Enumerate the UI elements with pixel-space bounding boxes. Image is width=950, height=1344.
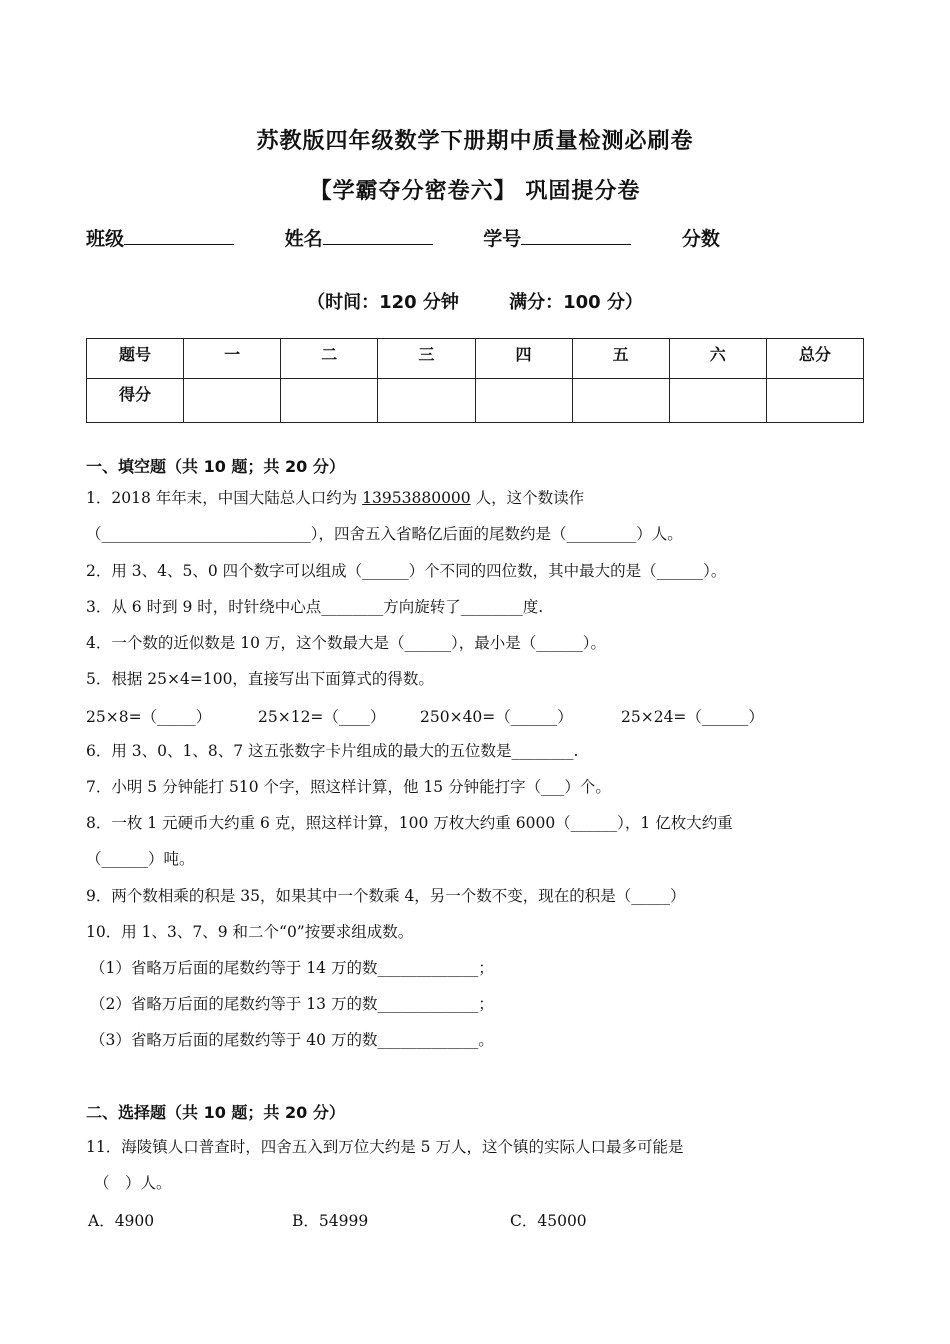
- question-5: 5．根据 25×4=100，直接写出下面算式的得数。: [86, 670, 434, 688]
- section2-heading: 二、选择题（共 10 题；共 20 分）: [86, 1103, 345, 1122]
- question-1-line2: （___________________________），四舍五入省略亿后面的尾数约是（_________）人。: [86, 525, 683, 543]
- score-cell[interactable]: [184, 379, 281, 423]
- question-4: 4．一个数的近似数是 10 万，这个数最大是（______），最小是（______）。: [86, 634, 606, 652]
- score-label: 分数: [681, 228, 720, 250]
- score-header-cell: 三: [378, 339, 475, 379]
- question-10-part1: （1）省略万后面的尾数约等于 14 万的数_____________；: [90, 959, 494, 977]
- exam-subtitle: 【学霸夺分密卷六】 巩固提分卷: [309, 179, 641, 204]
- class-blank[interactable]: [124, 224, 234, 245]
- name-blank[interactable]: [323, 224, 433, 245]
- class-label: 班级: [86, 228, 125, 250]
- time-info: （时间：120 分钟 满分：100 分）: [307, 292, 643, 313]
- question-10-part2: （2）省略万后面的尾数约等于 13 万的数_____________；: [90, 995, 494, 1013]
- student-id-blank[interactable]: [521, 224, 631, 245]
- score-cell[interactable]: [281, 379, 378, 423]
- score-table-header-row: [87, 339, 864, 379]
- score-cell[interactable]: [669, 379, 766, 423]
- student-info-row: [86, 224, 720, 251]
- question-10-part3: （3）省略万后面的尾数约等于 40 万的数_____________。: [90, 1031, 494, 1049]
- q5-item-1: 25×8=（_____）: [86, 708, 212, 726]
- q1-prefix: 1．2018 年年末，中国大陆总人口约为: [86, 489, 363, 507]
- score-header-cell: 一: [184, 339, 281, 379]
- q5-item-4: 25×24=（______）: [621, 708, 764, 726]
- score-cell[interactable]: [766, 379, 863, 423]
- score-header-cell: 二: [281, 339, 378, 379]
- score-header-cell: 四: [475, 339, 572, 379]
- question-10: 10．用 1、3、7、9 和二个“0”按要求组成数。: [86, 923, 414, 941]
- question-7: 7．小明 5 分钟能打 510 个字，照这样计算，他 15 分钟能打字（___）个。: [86, 778, 611, 796]
- question-6: 6．用 3、0、1、8、7 这五张数字卡片组成的最大的五位数是________.: [86, 742, 579, 760]
- score-header-cell: 题号: [87, 339, 184, 379]
- q5-item-3: 250×40=（______）: [420, 708, 573, 726]
- student-id-label: 学号: [483, 228, 522, 250]
- question-2: 2．用 3、4、5、0 四个数字可以组成（______）个不同的四位数，其中最大的是（______）。: [86, 562, 727, 580]
- name-label: 姓名: [284, 228, 323, 250]
- score-cell[interactable]: [475, 379, 572, 423]
- score-table-score-row: [87, 379, 864, 423]
- score-row-label: 得分: [87, 379, 184, 423]
- score-table: [86, 338, 864, 423]
- score-cell[interactable]: [572, 379, 669, 423]
- score-header-cell: 六: [669, 339, 766, 379]
- option-b[interactable]: B．54999: [292, 1212, 369, 1230]
- question-3: 3．从 6 时到 9 时，时针绕中心点________方向旋转了________度.: [86, 598, 544, 616]
- section1-heading: 一、填空题（共 10 题；共 20 分）: [86, 457, 345, 476]
- question-9: 9．两个数相乘的积是 35，如果其中一个数乘 4，另一个数不变，现在的积是（_____）: [86, 887, 686, 905]
- exam-title: 苏教版四年级数学下册期中质量检测必刷卷: [256, 129, 694, 154]
- q1-suffix: 人，这个数读作: [470, 489, 585, 507]
- question-8-line1: 8．一枚 1 元硬币大约重 6 克，照这样计算，100 万枚大约重 6000（______），1 亿枚大约重: [86, 814, 733, 832]
- option-c[interactable]: C．45000: [510, 1212, 587, 1230]
- question-8-line2: （______）吨。: [86, 850, 195, 868]
- question-1-line1: [86, 488, 584, 508]
- q1-population-number: 13953880000: [362, 489, 471, 507]
- question-11-line1: 11．海陵镇人口普查时，四舍五入到万位大约是 5 万人，这个镇的实际人口最多可能是: [86, 1138, 684, 1156]
- option-a[interactable]: A．4900: [88, 1212, 155, 1230]
- score-header-cell: 五: [572, 339, 669, 379]
- question-11-line2: （ ）人。: [94, 1174, 172, 1192]
- q5-item-2: 25×12=（____）: [258, 708, 386, 726]
- score-header-cell: 总分: [766, 339, 863, 379]
- score-cell[interactable]: [378, 379, 475, 423]
